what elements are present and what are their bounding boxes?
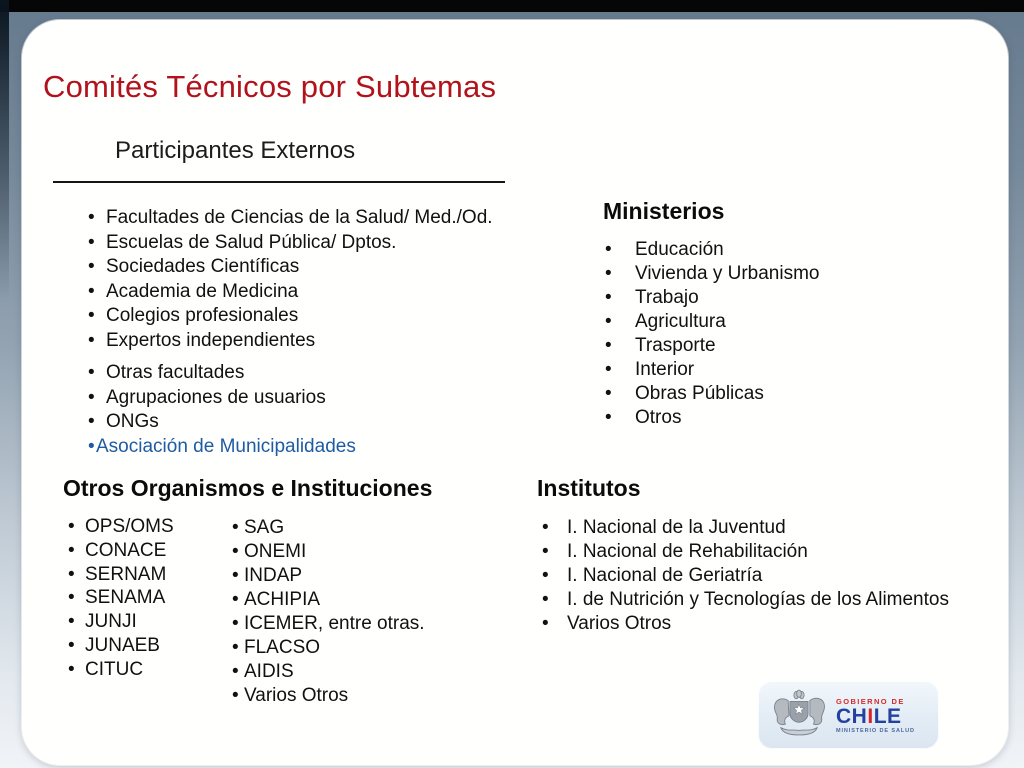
bullet-icon bbox=[232, 540, 244, 564]
bullet-icon bbox=[232, 564, 244, 588]
chile-ch: CH bbox=[836, 704, 868, 728]
list-item-label: Colegios profesionales bbox=[106, 305, 299, 326]
list-item bbox=[542, 564, 992, 588]
bullet-icon bbox=[605, 262, 635, 286]
bullet-icon bbox=[68, 658, 85, 682]
bullet-icon bbox=[232, 612, 244, 636]
list-item-label: Educación bbox=[635, 239, 724, 260]
bullet-icon bbox=[605, 358, 635, 382]
list-item-label: Agrupaciones de usuarios bbox=[106, 386, 326, 408]
list-item bbox=[605, 334, 935, 358]
list-item-label: Agricultura bbox=[635, 311, 726, 332]
list-item-label: Trabajo bbox=[635, 287, 699, 308]
link-label: Asociación de Municipalidades bbox=[96, 435, 356, 457]
list-item bbox=[88, 280, 568, 305]
list-item bbox=[232, 516, 492, 540]
list-item-label: AIDIS bbox=[244, 661, 294, 682]
bullet-icon bbox=[68, 515, 85, 539]
list-item-label: INDAP bbox=[244, 565, 303, 586]
list-item bbox=[542, 540, 992, 564]
bullet-icon bbox=[88, 280, 106, 305]
list-item-label: OPS/OMS bbox=[85, 516, 174, 537]
list-item bbox=[88, 304, 568, 329]
list-item bbox=[88, 231, 568, 256]
list-item bbox=[88, 386, 568, 411]
left-edge-shadow bbox=[0, 0, 9, 300]
participantes-externos-list bbox=[88, 206, 568, 459]
list-item-label: Escuelas de Salud Pública/ Dptos. bbox=[106, 231, 397, 253]
otros-organismos-heading: Otros Organismos e Instituciones bbox=[63, 475, 433, 501]
bullet-icon bbox=[88, 329, 106, 354]
list-item-label: ONEMI bbox=[244, 541, 307, 562]
list-item bbox=[68, 610, 238, 634]
list-item-label: I. Nacional de la Juventud bbox=[567, 517, 786, 538]
list-item bbox=[68, 658, 238, 682]
bullet-icon bbox=[88, 410, 106, 435]
list-item bbox=[68, 515, 238, 539]
ministerio-salud-label: MINISTERIO DE SALUD bbox=[836, 727, 915, 734]
list-item bbox=[88, 410, 568, 435]
list-item-label: I. de Nutrición y Tecnologías de los Alimentos bbox=[567, 589, 949, 610]
bullet-icon bbox=[605, 310, 635, 334]
list-item bbox=[605, 406, 935, 430]
top-black-bar bbox=[0, 0, 1024, 12]
list-item bbox=[542, 612, 992, 636]
bullet-icon bbox=[88, 304, 106, 329]
bullet-icon bbox=[88, 386, 106, 411]
ministerios-list bbox=[605, 238, 935, 430]
list-item bbox=[88, 255, 568, 280]
bullet-icon bbox=[68, 563, 85, 587]
list-item bbox=[605, 238, 935, 262]
chile-wordmark bbox=[836, 706, 902, 727]
list-item-label: ONGs bbox=[106, 411, 159, 432]
bullet-icon bbox=[232, 684, 244, 708]
list-item bbox=[605, 310, 935, 334]
list-item-label: I. Nacional de Rehabilitación bbox=[567, 541, 808, 562]
list-item-label: CITUC bbox=[85, 658, 144, 680]
list-item bbox=[232, 612, 492, 636]
ministerios-heading: Ministerios bbox=[603, 198, 725, 224]
list-item bbox=[68, 563, 238, 587]
bullet-icon bbox=[88, 361, 106, 386]
list-item bbox=[605, 382, 935, 406]
list-item-label: ACHIPIA bbox=[244, 589, 321, 610]
bullet-icon bbox=[605, 334, 635, 358]
list-item bbox=[68, 539, 238, 563]
gobierno-de-label: GOBIERNO DE bbox=[836, 696, 905, 706]
list-item bbox=[232, 564, 492, 588]
list-item bbox=[88, 329, 568, 354]
list-item-label: Varios Otros bbox=[244, 685, 349, 706]
bullet-icon bbox=[542, 540, 567, 564]
bullet-icon bbox=[232, 516, 244, 540]
otros-organismos-col2 bbox=[232, 516, 492, 708]
list-item bbox=[542, 516, 992, 540]
list-item bbox=[232, 588, 492, 612]
slide-title: Comités Técnicos por Subtemas bbox=[43, 69, 497, 104]
list-item bbox=[68, 634, 238, 658]
list-item bbox=[88, 206, 568, 231]
list-item bbox=[542, 588, 992, 612]
list-item-label: ICEMER, entre otras. bbox=[244, 613, 425, 634]
list-item-label: Trasporte bbox=[635, 335, 716, 356]
institutos-list bbox=[542, 516, 992, 636]
list-item-label: Varios Otros bbox=[567, 613, 672, 634]
list-item bbox=[232, 684, 492, 708]
bullet-icon bbox=[68, 634, 85, 658]
list-item bbox=[605, 286, 935, 310]
subtitle-underline bbox=[53, 181, 505, 183]
list-item bbox=[232, 540, 492, 564]
bullet-icon bbox=[542, 588, 567, 612]
list-item-label: Interior bbox=[635, 359, 695, 380]
bullet-icon bbox=[88, 206, 106, 231]
list-item-label: Facultades de Ciencias de la Salud/ Med./Od. bbox=[106, 207, 493, 228]
list-item-label: Otras facultades bbox=[106, 362, 245, 383]
list-item-label: Sociedades Científicas bbox=[106, 256, 300, 277]
bullet-icon bbox=[88, 231, 106, 256]
gobierno-chile-logo bbox=[758, 681, 939, 749]
bullet-icon bbox=[88, 255, 106, 280]
asociacion-municipalidades-link[interactable] bbox=[88, 435, 568, 460]
bullet-icon bbox=[232, 660, 244, 684]
list-item-label: Otros bbox=[635, 407, 682, 428]
list-item-label: FLACSO bbox=[244, 637, 321, 658]
bullet-icon bbox=[68, 586, 85, 610]
chile-le: LE bbox=[873, 704, 902, 728]
bullet-icon bbox=[88, 435, 96, 460]
bullet-icon bbox=[605, 382, 635, 406]
logo-text-block bbox=[836, 697, 915, 734]
list-item-label: Academia de Medicina bbox=[106, 280, 299, 302]
list-item-label: Obras Públicas bbox=[635, 383, 764, 404]
bullet-icon bbox=[605, 406, 635, 430]
list-item-label: Vivienda y Urbanismo bbox=[635, 263, 820, 284]
institutos-heading: Institutos bbox=[537, 475, 641, 501]
list-item-label: SENAMA bbox=[85, 587, 166, 609]
bullet-icon bbox=[605, 238, 635, 262]
list-item-label: CONACE bbox=[85, 539, 167, 561]
list-item bbox=[605, 262, 935, 286]
list-item-label: Expertos independientes bbox=[106, 329, 316, 351]
list-item bbox=[605, 358, 935, 382]
list-item-label: SAG bbox=[244, 517, 285, 538]
list-item-label: JUNJI bbox=[85, 611, 137, 633]
list-item bbox=[68, 586, 238, 610]
list-item-label: SERNAM bbox=[85, 563, 167, 585]
chile-coat-of-arms-icon bbox=[770, 689, 828, 741]
subtitle-participantes-externos: Participantes Externos bbox=[115, 137, 356, 164]
bullet-icon bbox=[542, 612, 567, 636]
bullet-icon bbox=[542, 564, 567, 588]
bullet-icon bbox=[68, 539, 85, 563]
list-item-label: I. Nacional de Geriatría bbox=[567, 565, 763, 586]
bullet-icon bbox=[232, 588, 244, 612]
list-item bbox=[232, 660, 492, 684]
bullet-icon bbox=[232, 636, 244, 660]
bullet-icon bbox=[68, 610, 85, 634]
bullet-icon bbox=[605, 286, 635, 310]
list-item bbox=[232, 636, 492, 660]
chile-i: I bbox=[867, 704, 874, 728]
list-item-label: JUNAEB bbox=[85, 634, 160, 656]
bullet-icon bbox=[542, 516, 567, 540]
list-item bbox=[88, 361, 568, 386]
otros-organismos-col1 bbox=[68, 515, 238, 682]
slide-panel bbox=[22, 20, 1008, 765]
